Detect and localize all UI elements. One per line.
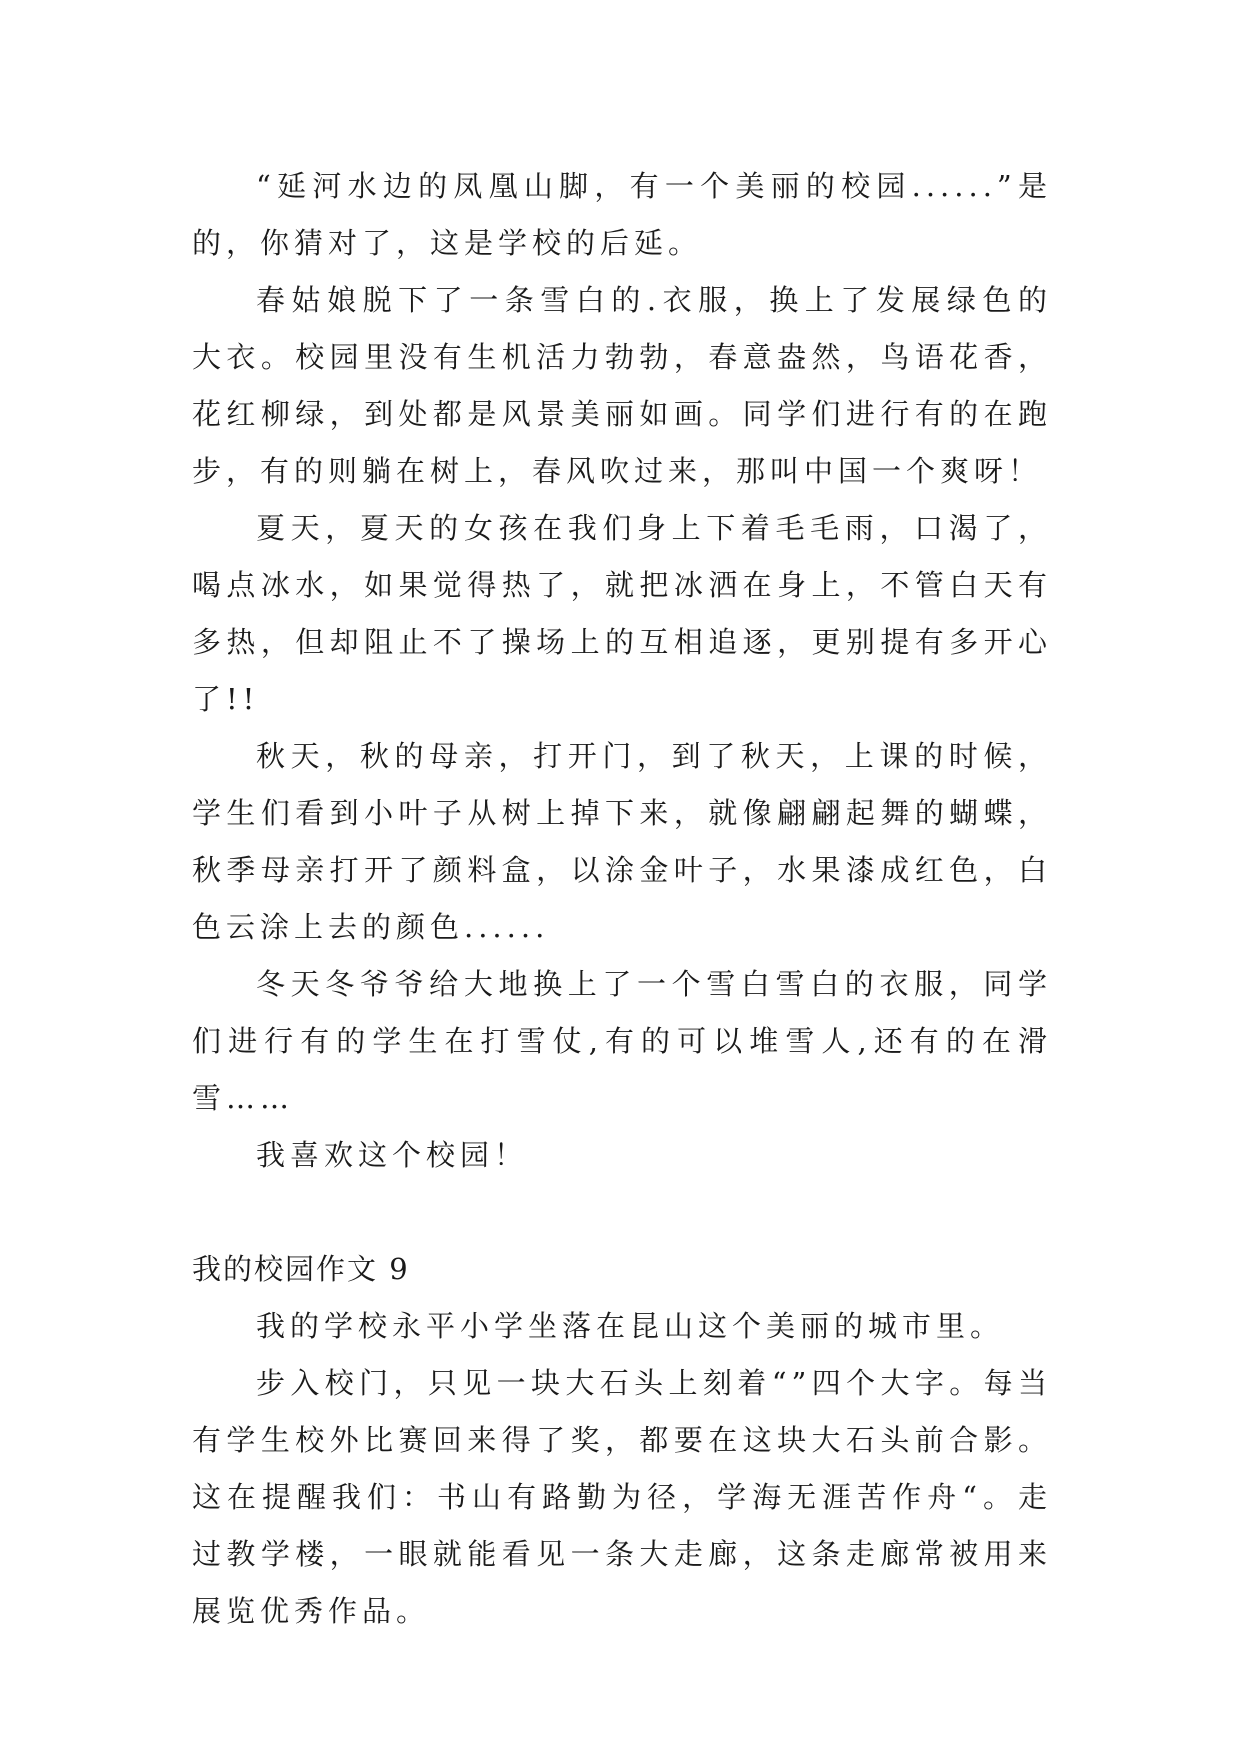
section-heading: 我的校园作文 9 (192, 1252, 410, 1286)
paragraph: 秋天，秋的母亲，打开门，到了秋天，上课的时候，学生们看到小叶子从树上掉下来，就像翩翩起舞的蝴蝶，秋季母亲打开了颜料盒，以涂金叶子，水果漆成红色，白色云涂上去的颜色...... (192, 739, 1052, 944)
paragraph: “延河水边的凤凰山脚，有一个美丽的校园......”是的，你猜对了，这是学校的后延。 (192, 169, 1052, 260)
paragraph: 春姑娘脱下了一条雪白的.衣服，换上了发展绿色的大衣。校园里没有生机活力勃勃，春意盎然，鸟语花香，花红柳绿，到处都是风景美丽如画。同学们进行有的在跑步，有的则躺在树上，春风吹过来，那叫中国一个爽呀！ (192, 283, 1052, 488)
paragraph: 我的学校永平小学坐落在昆山这个美丽的城市里。 (256, 1309, 1005, 1343)
paragraph: 冬天冬爷爷给大地换上了一个雪白雪白的衣服，同学们进行有的学生在打雪仗,有的可以堆雪人,还有的在滑雪…… (192, 967, 1052, 1115)
paragraph: 夏天，夏天的女孩在我们身上下着毛毛雨，口渴了，喝点冰水，如果觉得热了，就把冰洒在身上，不管白天有多热，但却阻止不了操场上的互相追逐，更别提有多开心了!! (192, 511, 1052, 716)
document-page (192, 158, 1052, 1640)
section-gap (192, 1184, 1052, 1241)
paragraph: 步入校门，只见一块大石头上刻着“”四个大字。每当有学生校外比赛回来得了奖，都要在这块大石头前合影。这在提醒我们：书山有路勤为径，学海无涯苦作舟“。走过教学楼，一眼就能看见一条大走廊，这条走廊常被用来展览优秀作品。 (192, 1366, 1052, 1628)
paragraph: 我喜欢这个校园！ (256, 1138, 529, 1172)
